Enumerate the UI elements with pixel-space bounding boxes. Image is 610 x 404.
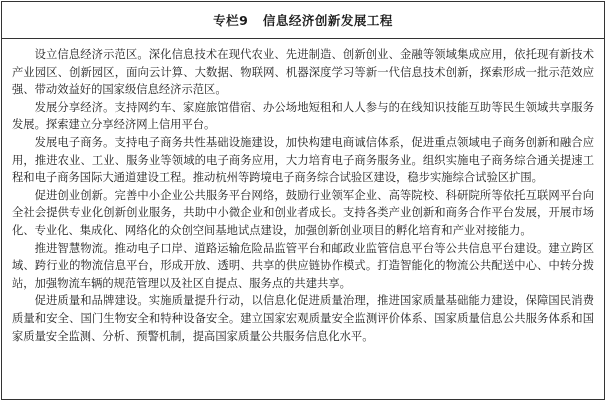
paragraph-smart-logistics: 推进智慧物流。推动电子口岸、道路运输危险品监管平台和邮政业监管信息平台等公共信息平台建设。建立跨区域、跨行业的物流信息平台，形成开放、透明、共享的供应链协作模式。打造智能化的物流公共配送中心、中转分拨站，加强物流车辆的规范管理以及社区自提点、服务点的共建共享。	[12, 241, 594, 290]
column-title: 专栏9 信息经济创新发展工程	[213, 13, 393, 28]
paragraph-sharing-economy: 发展分享经济。支持网约车、家庭旅馆借宿、办公场地短租和人人参与的在线知识技能互助等民生领域共享服务发展。探索建立分享经济网上信用平台。	[12, 100, 594, 132]
paragraph-entrepreneurship-innovation: 促进创业创新。完善中小企业公共服务平台网络，鼓励行业领军企业、高等院校、科研院所等依托互联网平台向全社会提供专业化创新创业服务，共助中小微企业和创业者成长。支持各类产业创新和商务合作平台发展，开展市场化、专业化、集成化、网络化的众创空间基地试点建设，加强创新创业项目的孵化培育和产业对接能力。	[12, 188, 594, 237]
paragraph-quality-brand: 促进质量和品牌建设。实施质量提升行动，以信息化促进质量治理，推进国家质量基础能力建设，保障国民消费质量和安全、国门生物安全和特种设备安全。建立国家宏观质量安全监测评价体系、国家质量信息公共服务体系和国家质量安全监测、分析、预警机制，提高国家质量公共服务信息化水平。	[12, 294, 594, 343]
column-box	[1, 1, 605, 400]
paragraph-e-commerce: 发展电子商务。支持电子商务共性基础设施建设，加快构建电商诚信体系，促进重点领域电子商务创新和融合应用，推进农业、工业、服务业等领域的电子商务应用，大力培育电子商务服务业。组织实施电子商务综合通关提速工程和电子商务国际大通道建设工程。推动杭州等跨境电子商务综合试验区建设，稳步实施综合试验区扩围。	[12, 135, 594, 185]
paragraph-info-economy-demo-zone: 设立信息经济示范区。深化信息技术在现代农业、先进制造、创新创业、金融等领域集成应用，依托现有新技术产业园区、创新园区，面向云计算、大数据、物联网、机器深度学习等新一代信息技术创新，探索形成一批示范效应强、带动效益好的国家级信息经济示范区。	[12, 48, 594, 97]
title-band	[2, 2, 604, 39]
column-body	[2, 39, 604, 345]
